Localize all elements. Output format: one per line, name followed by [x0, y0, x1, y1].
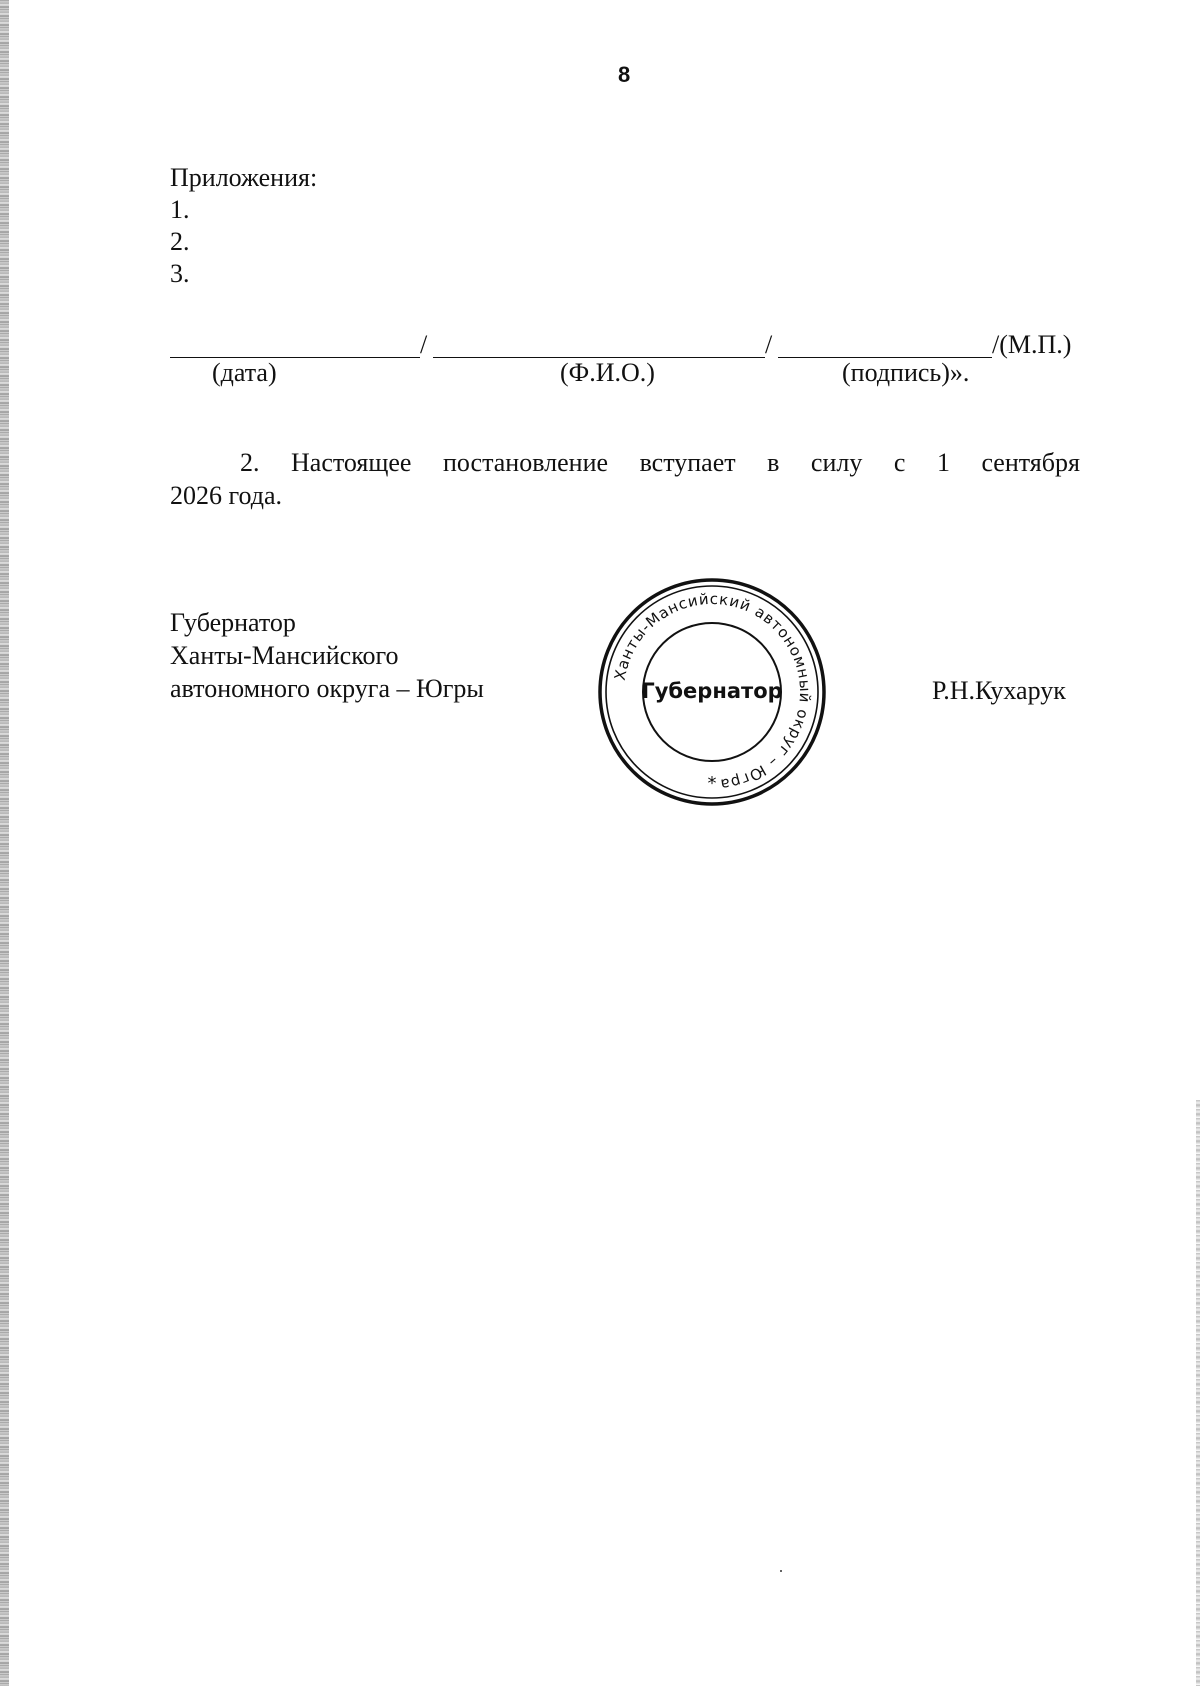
effective-date-clause [170, 446, 1080, 512]
scan-edge-left [0, 0, 9, 1686]
scan-speck [780, 1570, 782, 1572]
separator-slash: / [765, 330, 773, 359]
signatory-title [170, 606, 484, 705]
signatory-name: Р.Н.Кухарук [932, 676, 1066, 705]
attachments-list [170, 162, 317, 290]
clause-word: 2. [240, 448, 260, 477]
clause-word: с [893, 448, 906, 477]
official-seal [592, 572, 832, 812]
attachments-heading: Приложения: [170, 163, 318, 192]
seal-star: * [707, 773, 717, 794]
stamp-place-label: /(М.П.) [992, 330, 1072, 359]
attachment-item: 2. [170, 227, 190, 256]
clause-word: сентября [981, 448, 1080, 477]
scan-edge-right [1196, 1100, 1200, 1686]
clause-word: вступает [639, 448, 736, 477]
seal-graphic [592, 572, 832, 812]
clause-word: силу [810, 448, 863, 477]
clause-line-1 [170, 446, 1080, 479]
clause-line-2: 2026 года. [170, 481, 283, 510]
date-label: (дата) [212, 358, 277, 387]
clause-word: постановление [442, 448, 609, 477]
fio-label: (Ф.И.О.) [560, 358, 655, 387]
seal-center-text: Губернатор [641, 679, 783, 703]
attachment-item: 3. [170, 259, 190, 288]
signature-label: (подпись)». [842, 358, 970, 387]
clause-word: в [767, 448, 780, 477]
page-number: 8 [618, 62, 631, 87]
clause-word: 1 [936, 448, 950, 477]
seal-ring-text: Ханты-Мансийский автономный округ – Югра [610, 589, 815, 794]
attachment-item: 1. [170, 195, 190, 224]
signatory-title-line: Ханты-Мансийского [170, 641, 399, 670]
signatory-title-line: автономного округа – Югры [170, 674, 484, 703]
signatory-title-line: Губернатор [170, 608, 296, 637]
date-blank-line [170, 356, 420, 358]
separator-slash: / [420, 330, 428, 359]
clause-word: Настоящее [291, 448, 412, 477]
